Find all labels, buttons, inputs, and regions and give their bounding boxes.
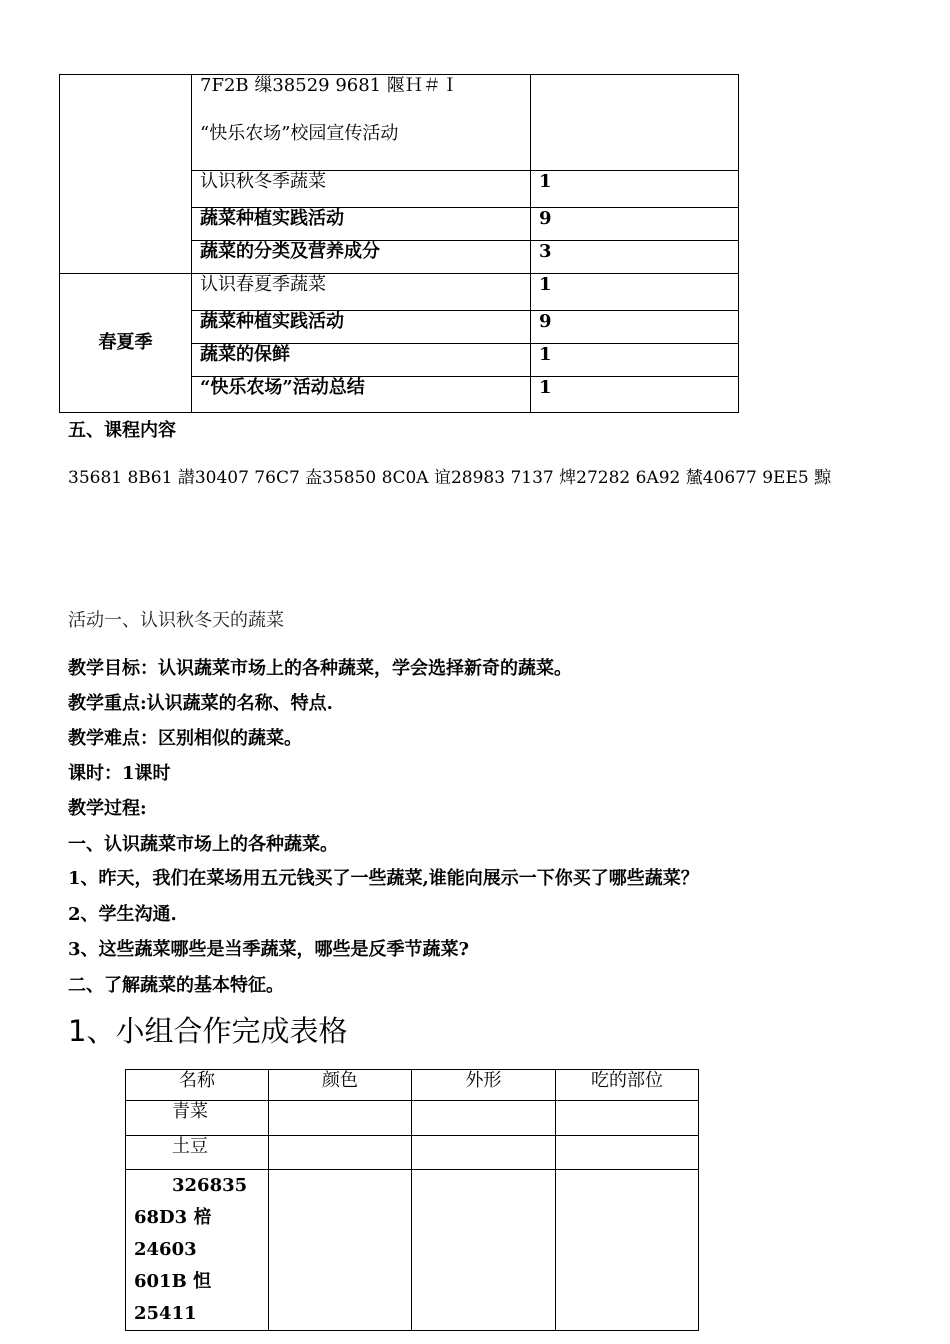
hours-cell: 9 (531, 311, 739, 344)
question-2: 2、学生沟通. (68, 904, 177, 925)
activity-cell: “快乐农场”活动总结 (192, 377, 531, 413)
empty-cell[interactable] (556, 1136, 699, 1170)
activity-cell: 蔬菜种植实践活动 (192, 311, 531, 344)
empty-cell[interactable] (412, 1170, 556, 1331)
garbled-activity: 7F2B 缫38529 9681 隁Ｈ＃Ｉ (200, 75, 459, 96)
garbled-text: 35681 8B61 譛30407 76C7 盇35850 8C0A 谊28983 7137 焷27282 6A92 檒40677 9EE5 黥 (68, 468, 832, 488)
hours-cell: 9 (531, 208, 739, 241)
header-name: 名称 (126, 1070, 269, 1101)
header-edible-part: 吃的部位 (556, 1070, 699, 1101)
vegetable-form-table (125, 1069, 699, 1331)
activity-cell: 认识春夏季蔬菜 (192, 274, 531, 311)
teaching-goal: 教学目标：认识蔬菜市场上的各种蔬菜，学会选择新奇的蔬菜。 (68, 658, 572, 679)
question-3: 3、这些蔬菜哪些是当季蔬菜，哪些是反季节蔬菜? (68, 939, 470, 960)
question-1: 1、昨天，我们在菜场用五元钱买了一些蔬菜,谁能向展示一下你买了哪些蔬菜？ (68, 868, 699, 889)
spring-term-cell: 春夏季 (60, 274, 192, 413)
teaching-difficulty: 教学难点：区别相似的蔬菜。 (68, 728, 302, 749)
activity-cell: 认识秋冬季蔬菜 (192, 171, 531, 208)
step-two: 二、了解蔬菜的基本特征。 (68, 975, 284, 996)
section-heading: 五、课程内容 (68, 420, 176, 441)
empty-cell[interactable] (556, 1101, 699, 1136)
hours-cell: 1 (531, 344, 739, 377)
empty-cell[interactable] (269, 1101, 412, 1136)
garbled-line: 68D3 棓 24603 (134, 1207, 212, 1260)
step-one: 一、认识蔬菜市场上的各种蔬菜。 (68, 834, 338, 855)
row-name: 青菜 (126, 1101, 269, 1136)
hours-cell: 1 (531, 274, 739, 311)
header-shape: 外形 (412, 1070, 556, 1101)
hours-cell: 1 (531, 171, 739, 208)
activity-cell (192, 75, 531, 171)
garbled-line: 326835 (172, 1175, 248, 1196)
garbled-line: 601B 怛 25411 (134, 1271, 212, 1324)
autumn-term-cell (60, 75, 192, 274)
group-task-heading: 1、小组合作完成表格 (68, 1014, 348, 1048)
teaching-key-point: 教学重点:认识蔬菜的名称、特点. (68, 693, 333, 714)
activity-cell: 蔬菜的分类及营养成分 (192, 241, 531, 274)
schedule-table (59, 74, 739, 413)
activity-cell: 蔬菜的保鲜 (192, 344, 531, 377)
activity-cell: 蔬菜种植实践活动 (192, 208, 531, 241)
teaching-process: 教学过程: (68, 798, 147, 819)
garbled-name-cell (126, 1170, 269, 1331)
activity-title: 活动一、认识秋冬天的蔬菜 (68, 610, 284, 631)
empty-cell[interactable] (556, 1170, 699, 1331)
hours-cell (531, 75, 739, 171)
empty-cell[interactable] (412, 1136, 556, 1170)
header-color: 颜色 (269, 1070, 412, 1101)
empty-cell[interactable] (269, 1136, 412, 1170)
class-period: 课时：1课时 (68, 763, 171, 784)
activity-label: “快乐农场”校园宣传活动 (200, 123, 399, 144)
hours-cell: 3 (531, 241, 739, 274)
hours-cell: 1 (531, 377, 739, 413)
row-name: 土豆 (126, 1136, 269, 1170)
empty-cell[interactable] (412, 1101, 556, 1136)
empty-cell[interactable] (269, 1170, 412, 1331)
